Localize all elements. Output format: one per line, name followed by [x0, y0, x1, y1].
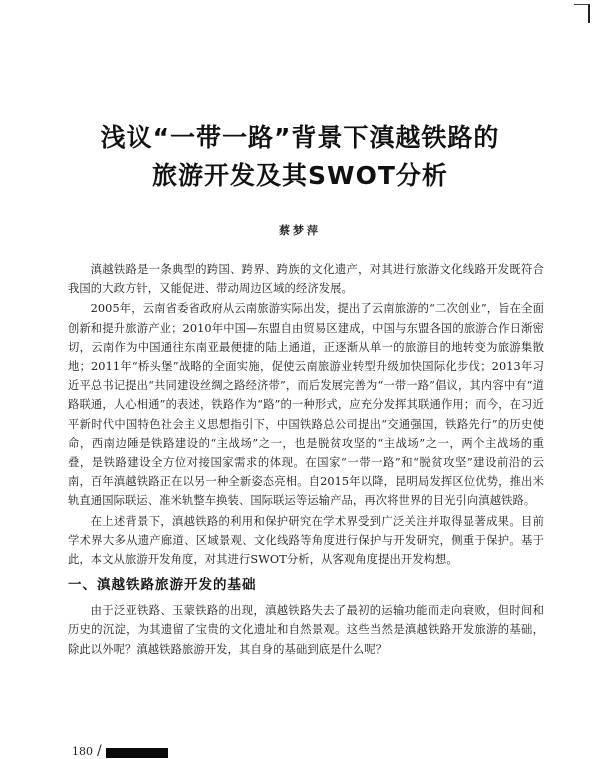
paragraph-background: 2005年，云南省委省政府从云南旅游实际出发，提出了云南旅游的“二次创业”，旨在全面创新和提升旅游产业；2010年中国—东盟自由贸易区建成，中国与东盟各国的旅游合作日渐密切，云南作为中国通往东南亚最便捷的陆上通道，正逐渐从单一的旅游目的地转变为旅游集散地；2011年“桥头堡”战略的全面实施，促使云南旅游业转型升级加快国际化步伐；2013年习近平总书记提出“共同建设丝绸之路经济带”，而后发展完善为“一带一路”倡议，其内容中有“道路联通，人心相通”的表述，铁路作为“路”的一种形式，应充分发挥其联通作用；而今，在习近平新时代中国特色社会主义思想指引下，中国铁路总公司提出“交通强国，铁路先行”的历史使命，西南边陲是铁路建设的“主战场”之一，也是脱贫攻坚的“主战场”之一，两个主战场的重叠，是铁路建设全方位对接国家需求的体现。在国家“一带一路”和“脱贫攻坚”建设前沿的云南，百年滇越铁路正在以另一种全新姿态亮相。自2015年以降，昆明局发挥区位优势，推出米轨直通国际联运、准米轨整车换装、国际联运等运输产品，再次将世界的目光引向滇越铁路。 [68, 302, 544, 508]
paragraph-intro: 滇越铁路是一条典型的跨国、跨界、跨族的文化遗产，对其进行旅游文化线路开发既符合我国的大政方针，又能促进、带动周边区域的经济发展。 [68, 263, 544, 296]
author-name: 蔡梦萍 [279, 224, 321, 237]
page-number: 180 [72, 745, 93, 758]
paragraph-research: 在上述背景下，滇越铁路的利用和保护研究在学术界受到广泛关注并取得显著成果。目前学术界大多从遗产廊道、区域景观、文化线路等角度进行保护与开发研究，侧重于保护。基于此，本文从旅游开发角度，对其进行SWOT分析，从客观角度提出开发构想。 [68, 514, 544, 567]
footer-separator: / [97, 743, 102, 759]
page-footer [72, 744, 168, 758]
article-title-line2: 旅游开发及其SWOT分析 [152, 161, 448, 190]
article-body [68, 260, 544, 659]
article-title-line1: 浅议“一带一路”背景下滇越铁路的 [100, 123, 500, 152]
paragraph-section1: 由于泛亚铁路、玉蒙铁路的出现，滇越铁路失去了最初的运输功能而走向衰败，但时间和历史的沉淀，为其遗留了宝贵的文化遗址和自然景观。这些当然是滇越铁路开发旅游的基础，除此以外呢？滇越铁路旅游开发，其自身的基础到底是什么呢？ [68, 604, 544, 656]
corner-mark [574, 4, 590, 23]
redacted-bar [106, 748, 168, 758]
section-heading: 一、滇越铁路旅游开发的基础 [68, 577, 257, 594]
